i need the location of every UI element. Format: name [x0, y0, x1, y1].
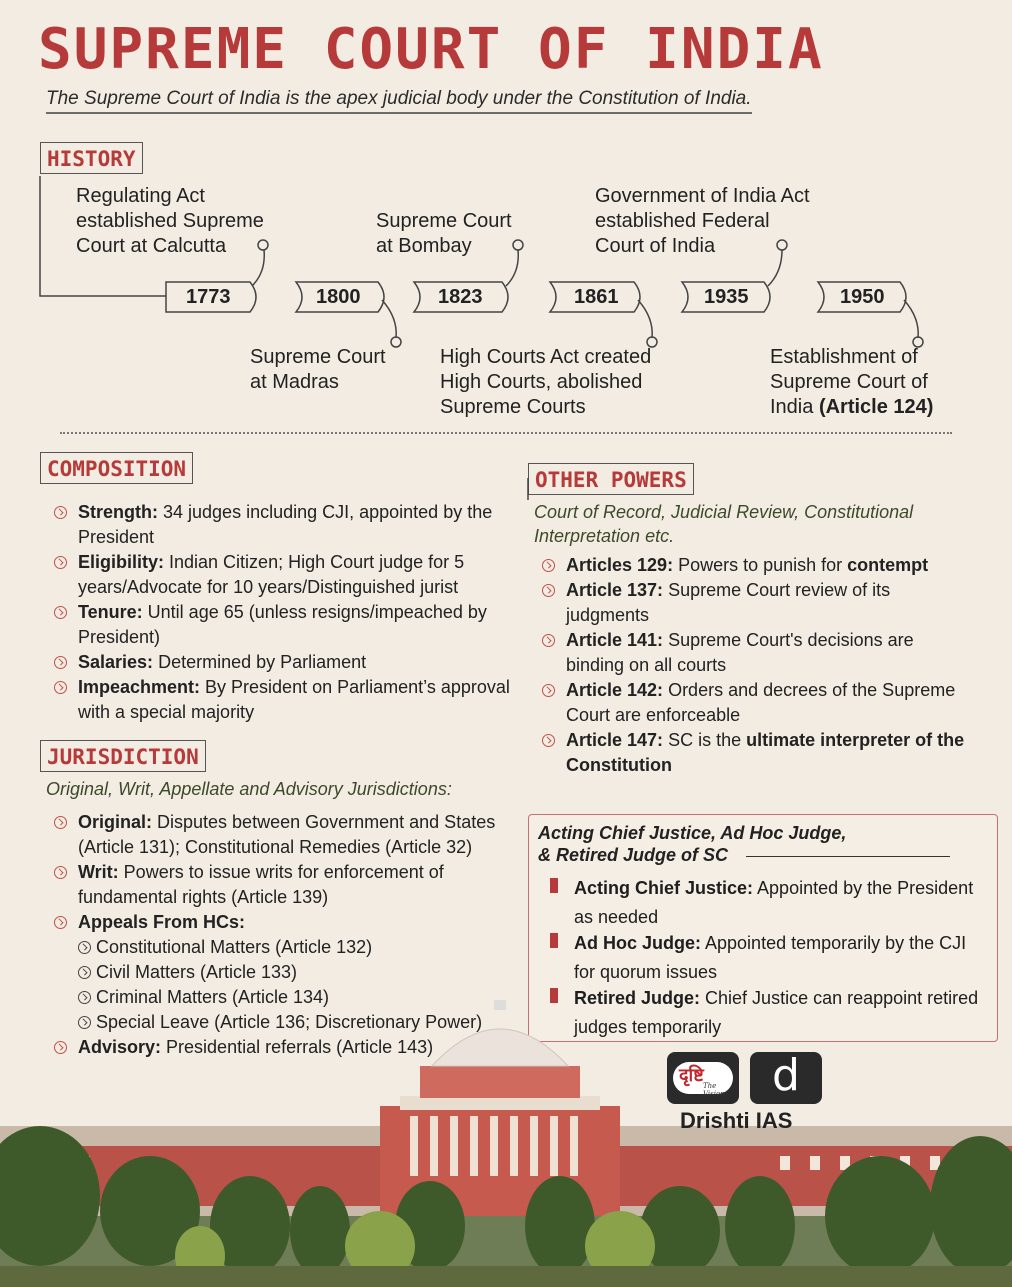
arrow-circle-icon: [54, 556, 67, 569]
jurisdiction-intro: Original, Writ, Appellate and Advisory Jurisdictions:: [46, 779, 452, 799]
arrow-circle-icon: [54, 506, 67, 519]
page-title: SUPREME COURT OF INDIA: [38, 17, 824, 82]
arrow-circle-icon: [54, 866, 67, 879]
supreme-court-building-illustration: [0, 996, 1012, 1287]
arrow-circle-icon: [54, 656, 67, 669]
arrow-circle-icon: [542, 684, 555, 697]
list-item: Acting Chief Justice: Appointed by the President as needed: [530, 874, 990, 932]
label-connector: [526, 478, 532, 502]
arrow-circle-icon: [78, 966, 91, 979]
arrow-circle-icon: [542, 734, 555, 747]
red-square-icon: [550, 878, 558, 893]
list-item: Civil Matters (Article 133): [76, 960, 506, 985]
list-item: Article 137: Supreme Court review of its judgments: [534, 578, 974, 628]
list-item: Articles 129: Powers to punish for contempt: [534, 553, 974, 578]
year-1773: 1773: [186, 286, 231, 308]
event-1861: High Courts Act created High Courts, abolished Supreme Courts: [440, 346, 652, 418]
list-item: Eligibility: Indian Citizen; High Court judge for 5 years/Advocate for 10 years/Distinguished jurist: [46, 550, 516, 600]
composition-list: [46, 500, 516, 725]
arrow-circle-icon: [54, 816, 67, 829]
year-1861: 1861: [574, 286, 619, 308]
other-powers-list: [534, 553, 974, 778]
year-1800: 1800: [316, 286, 361, 308]
arrow-circle-icon: [54, 606, 67, 619]
history-label: HISTORY: [40, 142, 143, 174]
year-1950: 1950: [840, 286, 885, 308]
list-item: Retired Judge: Chief Justice can reappoint retired judges temporarily: [530, 984, 990, 1042]
arrow-circle-icon: [54, 916, 67, 929]
year-1935: 1935: [704, 286, 749, 308]
list-item: Article 141: Supreme Court's decisions are binding on all courts: [534, 628, 974, 678]
list-item: Impeachment: By President on Parliament’s approval with a special majority: [46, 675, 516, 725]
list-item: Writ: Powers to issue writs for enforcement of fundamental rights (Article 139): [46, 860, 506, 910]
brand-name: Drishti IAS: [680, 1108, 793, 1133]
list-item: Article 147: SC is the ultimate interpreter of the Constitution: [534, 728, 974, 778]
arrow-circle-icon: [542, 584, 555, 597]
other-powers-label: OTHER POWERS: [528, 463, 694, 495]
page-subtitle: The Supreme Court of India is the apex judicial body under the Constitution of India.: [46, 88, 752, 114]
list-item: Tenure: Until age 65 (unless resigns/impeached by President): [46, 600, 516, 650]
year-1823: 1823: [438, 286, 483, 308]
list-item: Strength: 34 judges including CJI, appointed by the President: [46, 500, 516, 550]
arrow-circle-icon: [542, 559, 555, 572]
list-item: Special Leave (Article 136; Discretionary Power): [76, 1010, 506, 1035]
list-item: Salaries: Determined by Parliament: [46, 650, 516, 675]
list-item: Criminal Matters (Article 134): [76, 985, 506, 1010]
event-1800: Supreme Court at Madras: [250, 346, 386, 393]
event-1823: Supreme Court at Bombay: [376, 210, 512, 257]
d-logo-icon: d: [750, 1052, 822, 1104]
divider: [60, 432, 952, 434]
event-1773: Regulating Act established Supreme Court at Calcutta: [76, 185, 264, 257]
other-powers-intro: Court of Record, Judicial Review, Constitutional Interpretation etc.: [534, 502, 914, 546]
list-item: Article 142: Orders and decrees of the Supreme Court are enforceable: [534, 678, 974, 728]
title-rule: [746, 856, 950, 857]
arrow-circle-icon: [54, 681, 67, 694]
event-1935: Government of India Act established Federal Court of India: [595, 185, 810, 257]
list-item: Ad Hoc Judge: Appointed temporarily by the CJI for quorum issues: [530, 929, 990, 987]
drishti-logo: दृष्टि The Vision: [667, 1052, 739, 1104]
list-item: Appeals From HCs: Constitutional Matters (Article 132) Civil Matters (Article 133) Criminal Matters (Article 134) Special Leave (Article 136; Discretionary Power): [46, 910, 506, 1035]
event-1950: Establishment of Supreme Court of India (Article 124): [770, 346, 934, 418]
list-item: Original: Disputes between Government and States (Article 131); Constitutional Remedies (Article 32): [46, 810, 506, 860]
jurisdiction-label: JURISDICTION: [40, 740, 206, 772]
composition-label: COMPOSITION: [40, 452, 193, 484]
list-item: Constitutional Matters (Article 132): [76, 935, 506, 960]
list-item: Advisory: Presidential referrals (Article 143): [46, 1035, 506, 1060]
acting-title: Acting Chief Justice, Ad Hoc Judge, & Retired Judge of SC: [538, 823, 847, 865]
red-square-icon: [550, 933, 558, 948]
arrow-circle-icon: [542, 634, 555, 647]
arrow-circle-icon: [78, 941, 91, 954]
